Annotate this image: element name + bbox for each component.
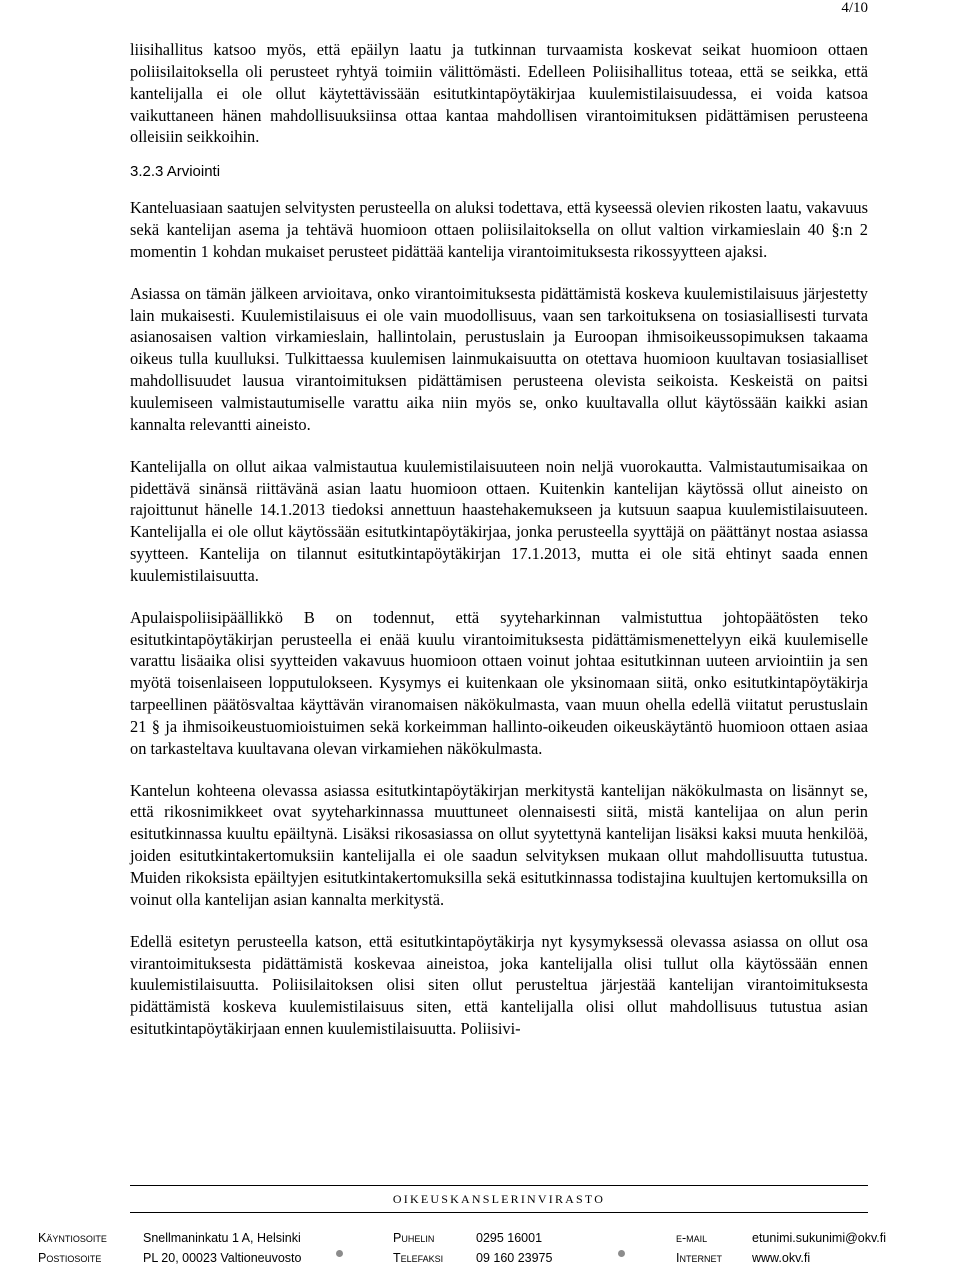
footer-rule-bottom [130, 1212, 868, 1213]
footer-separator-dot-icon [336, 1250, 343, 1257]
section-heading: 3.2.3 Arviointi [130, 163, 221, 181]
page-footer [0, 1181, 960, 1267]
document-body [130, 39, 868, 1040]
postal-address: PL 20, 00023 Valtioneuvosto [143, 1251, 302, 1265]
internet-label: Internet [676, 1251, 722, 1265]
email-label: e-mail [676, 1231, 708, 1245]
paragraph-intro: liisihallitus katsoo myös, että epäilyn laatu ja tutkinnan turvaamista koskevat seikat huomioon ottaen poliisilaitoksella oli perusteet ryhtyä toimiin välittömästi. Edelleen Poliisihallitus toteaa, että se seikka, että kantelijalla ei ole ollut käytettävissään esitutkintapöytäkirjaa kuulemistilaisuudessa, ei voida katsoa vaikuttaneen hänen mahdollisuuksiinsa ottaa kantaa mahdollisen virantoimituksen pidättämisen perusteena olleisiin seikkoihin. [130, 40, 868, 147]
fax-label: Telefaksi [393, 1251, 444, 1265]
visiting-address: Snellmaninkatu 1 A, Helsinki [143, 1231, 301, 1245]
footer-row-1 [0, 1230, 960, 1246]
page-number: 4/10 [841, 0, 868, 16]
phone-label: Puhelin [393, 1231, 435, 1245]
postal-address-label: Postiosoite [38, 1251, 102, 1265]
paragraph-3: Kantelijalla on ollut aikaa valmistautua kuulemistilaisuuteen noin neljä vuorokautta. Valmistautumisaikaa on pidettävä sinänsä riittävänä asian laatu huomioon ottaen. Kuitenkin kantelijan käytössä ollut aineisto on rajoittunut hänelle 14.1.2013 tiedoksi annettuun haastehakemukseen ja kutsuun saapua kuulemistilaisuuteen. Kantelijalla ei ole ollut käytössään esitutkintapöytäkirjaa, jonka perusteella syyttäjä on päättänyt nostaa asiassa syytteen. Kantelija on tilannut esitutkintapöytäkirjan 17.1.2013, mutta ei ole sitä ehtinyt saada ennen kuulemistilaisuutta. [130, 456, 868, 585]
website-link[interactable]: www.okv.fi [752, 1251, 811, 1265]
fax-number: 09 160 23975 [476, 1251, 553, 1265]
paragraph-4: Apulaispoliisipäällikkö B on todennut, että syyteharkinnan valmistuttua johtopäätösten teko esitutkintapöytäkirjan perusteella ei enää kuulu virantoimituksesta pidättämismenettelyyn eikä kuulemiselle varattu lisäaika olisi syytteiden vakavuus huomioon ottaen voinut johtaa esitutkinnan uuteen arviointiin ja sen myötä toisenlaiseen lopputulokseen. Kysymys ei kuitenkaan ole yksinomaan siitä, onko esitutkintapöytäkirja tarpeellinen päätösvaltaa käyttävän viranomaisen näkökulmasta, vaan muun ohella edellä viitatut perustuslain 21 § ja ihmisoikeustuomioistuimen sekä korkeimman hallinto-oikeuden oikeuskäytäntö huomioon ottaen asiaa on tarkasteltava kuultavana olevan virkamiehen näkökulmasta. [130, 607, 868, 758]
footer-row-2 [0, 1250, 960, 1266]
visiting-address-label: Käyntiosoite [38, 1231, 107, 1245]
email-address[interactable]: etunimi.sukunimi@okv.fi [752, 1231, 887, 1245]
footer-separator-dot-icon [618, 1250, 625, 1257]
paragraph-1: Kanteluasiaan saatujen selvitysten perusteella on aluksi todettava, että kyseessä olevien rikosten laatu, vakavuus sekä kantelijan asema ja tehtävä huomioon ottaen poliisilaitoksella on ollut valtion virkamieslain 40 §:n 2 momentin 1 kohdan mukaiset perusteet pidättää kantelija virantoimituksesta rikossyytteen ajaksi. [130, 198, 868, 261]
footer-organization: OIKEUSKANSLERINVIRASTO [392, 1192, 606, 1206]
phone-number: 0295 16001 [476, 1231, 543, 1245]
footer-rule-top [130, 1185, 868, 1186]
paragraph-6: Edellä esitetyn perusteella katson, että esitutkintapöytäkirja nyt kysymyksessä olevassa asiassa on ollut osa virantoimituksesta pidättämistä koskevaa aineistoa, joka kantelijalla olisi tullut olla käytössään ennen kuulemistilaisuutta. Poliisilaitoksen olisi siten ollut perusteltua järjestää kantelijan virantoimituksesta pidättämistä koskeva kuulemistilaisuus siten, että kantelijalla olisi ollut mahdollisuus tutustua asian esitutkintapöytäkirjaan ennen kuulemistilaisuutta. Poliisivi- [130, 931, 868, 1039]
paragraph-5: Kantelun kohteena olevassa asiassa esitutkintapöytäkirjan merkitystä kantelijan näkökulmasta on lisännyt se, että rikosnimikkeet ovat syyteharkinnassa muuttuneet olennaisesti siitä, mistä kantelijaa on alun perin esitutkinnassa kuultu epäiltynä. Lisäksi rikosasiassa on ollut syytettynä kantelijan lisäksi kaksi muuta henkilöä, joiden esitutkintakertomuksiin kantelijalla ei ole saadun selvityksen mukaan ollut mahdollisuutta tutustua. Muiden rikoksista epäiltyjen esitutkintakertomuksilla sekä esitutkinnassa todistajina kuultujen kertomuksilla on voinut olla kantelijan asian kannalta merkitystä. [130, 780, 868, 909]
paragraph-2: Asiassa on tämän jälkeen arvioitava, onko virantoimituksesta pidättämistä koskeva kuulemistilaisuus järjestetty lain mukaisesti. Kuulemistilaisuus ei ole vain muodollisuus, vaan sen tarkoituksena on tosiasiallisesti turvata asianosaisen valtion virkamieslain, hallintolain, perustuslain ja Euroopan ihmisoikeussopimuksen takaama oikeus tulla kuulluksi. Tulkittaessa kuulemisen lainmukaisuutta on otettava huomioon kuultavan tosiasialliset mahdollisuudet lausua virantoimituksen pidättämisen perusteena olevista seikoista. Keskeistä on paitsi kuulemiseen valmistautumiselle varattu aika niin myös se, onko kuultavalla ollut käytössään kaikki asian kannalta relevantti aineisto. [130, 283, 868, 434]
